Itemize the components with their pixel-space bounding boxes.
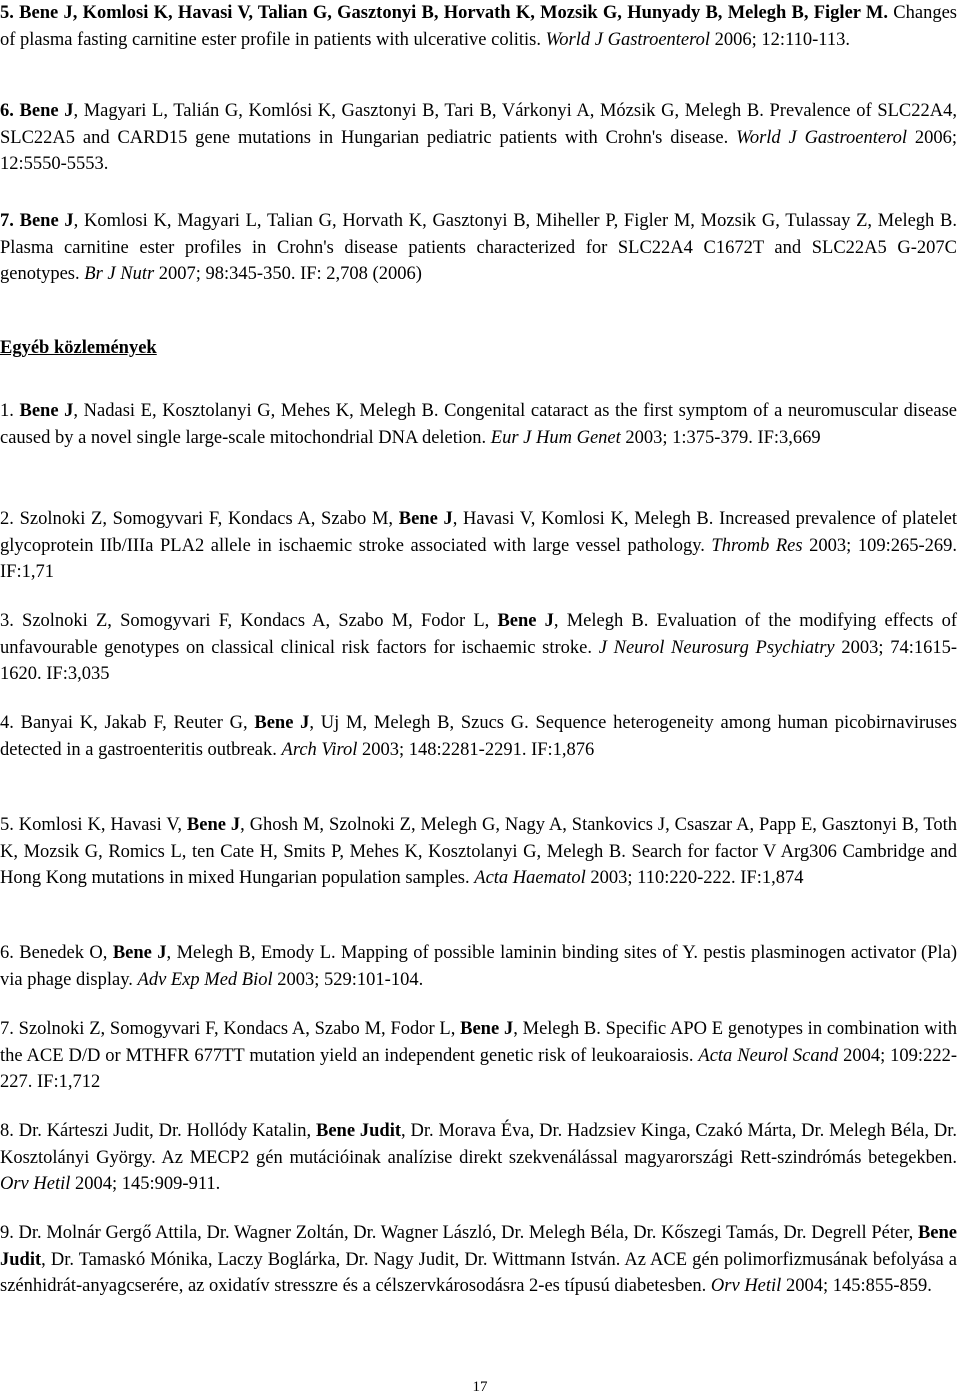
- journal-name: Eur J Hum Genet: [490, 427, 621, 448]
- citation-text: 3. Szolnoki Z, Somogyvari F, Kondacs A, Szabo M, Fodor L,: [0, 611, 498, 631]
- publication-entry: [0, 608, 957, 688]
- author-name-bold: 6.: [0, 101, 20, 121]
- publication-entry: [0, 506, 957, 586]
- publication-entry: [0, 1016, 957, 1096]
- citation-text: Plasma carnitine ester profiles in Crohn's disease patients characterized for SLC22A4 C1672T and SLC22A5 G-207C genotypes.: [0, 237, 957, 284]
- citation-text: 2004; 145:909-911.: [70, 1174, 221, 1194]
- citation-text: 2003; 110:220-222. IF:1,874: [585, 868, 804, 888]
- citation-text: 2003; 529:101-104.: [272, 969, 424, 990]
- journal-name: Acta Neurol Scand: [698, 1045, 839, 1066]
- publication-entry: [0, 1118, 957, 1198]
- citation-text: 2007; 98:345-350. IF: 2,708 (2006): [154, 264, 422, 284]
- author-name-bold: 7.: [0, 211, 20, 231]
- author-name-bold: Bene Judit: [0, 1223, 957, 1270]
- author-name-bold: Bene J: [398, 509, 453, 529]
- citation-text: 2004; 109:222-227. IF:1,712: [0, 1045, 957, 1092]
- citation-text: 6. Benedek O,: [0, 943, 113, 963]
- publication-entry: [0, 0, 957, 53]
- citation-text: 2003; 148:2281-2291. IF:1,876: [357, 739, 595, 760]
- author-name-bold: 5.: [0, 3, 20, 23]
- journal-name: J Neurol Neurosurg Psychiatry: [598, 637, 835, 658]
- publication-entry: [0, 710, 957, 763]
- publication-entry: [0, 940, 957, 993]
- author-name-bold: Bene J: [19, 101, 74, 121]
- citation-text: , Nadasi E, Kosztolanyi G, Mehes K, Melegh B. Congenital cataract as the first symptom of a neuromuscular disease caused by a novel single large-scale mitochondrial DNA deletion.: [0, 401, 957, 448]
- journal-name: Adv Exp Med Biol: [137, 969, 273, 990]
- author-name-bold: Bene Judit: [316, 1121, 402, 1141]
- journal-name: Thromb Res: [711, 535, 803, 556]
- citation-text: , Melegh B, Emody L. Mapping of possible laminin binding sites of Y. pestis plasminogen activator (Pla) via phage display.: [0, 943, 957, 990]
- author-name-bold: , Komlosi K, Havasi V, Talian G, Gasztonyi B, Horvath K, Mozsik G, Hunyady B, Melegh B, Figler M.: [72, 3, 894, 23]
- publication-entry: [0, 1220, 957, 1300]
- citation-text: , Melegh B. Specific APO E genotypes in combination with the ACE D/D or MTHFR 677TT mutation yield an independent genetic risk of leukoaraiosis.: [0, 1019, 957, 1066]
- citation-text: 8. Dr. Kárteszi Judit, Dr. Hollódy Katalin,: [0, 1121, 316, 1141]
- citation-text: 2006; 12:110-113.: [710, 29, 850, 50]
- author-name-bold: Bene J: [254, 713, 310, 733]
- citation-text: 2004; 145:855-859.: [781, 1276, 932, 1296]
- citation-text: 5. Komlosi K, Havasi V,: [0, 815, 187, 835]
- author-name-bold: Bene J: [460, 1019, 514, 1039]
- citation-text: , Magyari L, Talián G, Komlósi K, Gasztonyi B, Tari B, Várkonyi A, Mózsik G, Melegh B.: [73, 101, 770, 121]
- citation-text: , Melegh B. Evaluation of the modifying effects of unfavourable genotypes on classical clinical risk factors for ischaemic stroke.: [0, 611, 957, 658]
- citation-text: 4. Banyai K, Jakab F, Reuter G,: [0, 713, 255, 733]
- citation-text: 2003; 1:375-379. IF:3,669: [620, 427, 821, 448]
- citation-text: , Havasi V, Komlosi K, Melegh B. Increased prevalence of platelet glycoprotein IIb/IIIa PLA2 allele in ischaemic stroke associated with large vessel pathology.: [0, 509, 957, 556]
- author-name-bold: Bene J: [19, 211, 74, 231]
- author-name-bold: Bene J: [497, 611, 554, 631]
- citation-text: , Uj M, Melegh B, Szucs G. Sequence heterogeneity among human picobirnaviruses detected in a gastroenteritis outbreak.: [0, 713, 958, 760]
- publication-entry: [0, 812, 957, 892]
- citation-text: 2003; 74:1615-1620. IF:3,035: [0, 637, 957, 684]
- citation-text: , Komlosi K, Magyari L, Talian G, Horvath K, Gasztonyi B, Miheller P, Figler M, Mozsik G, Tulassay Z, Melegh B.: [73, 211, 957, 231]
- citation-text: 9. Dr. Molnár Gergő Attila, Dr. Wagner Zoltán, Dr. Wagner László, Dr. Melegh Béla, Dr. Kőszegi Tamás, Dr. Degrell Péter,: [0, 1223, 918, 1243]
- author-name-bold: Bene J: [19, 401, 74, 421]
- citation-text: , Ghosh M, Szolnoki Z, Melegh G, Nagy A, Stankovics J, Csaszar A, Papp E, Gasztonyi B, Toth K, Mozsik G, Romics L, ten Cate H, Smits P, Mehes K, Kosztolanyi G, Melegh B. Search for factor V Arg306 Cambridge and Hong Kong mutations in mixed Hungarian population samples.: [0, 815, 957, 888]
- journal-name: World J Gastroenterol: [736, 127, 908, 148]
- journal-name: Orv Hetil: [710, 1276, 782, 1296]
- journal-name: Arch Virol: [281, 739, 358, 760]
- publication-entry: [0, 208, 957, 288]
- citation-text: 2. Szolnoki Z, Somogyvari F, Kondacs A, Szabo M,: [0, 509, 399, 529]
- author-name-bold: Bene J: [19, 3, 73, 23]
- publication-entry: [0, 398, 957, 451]
- citation-text: 7. Szolnoki Z, Somogyvari F, Kondacs A, Szabo M, Fodor L,: [0, 1019, 461, 1039]
- journal-name: World J Gastroenterol: [545, 29, 711, 50]
- page-number: 17: [472, 1379, 488, 1395]
- author-name-bold: Bene J: [186, 815, 241, 835]
- citation-text: Prevalence of SLC22A4, SLC22A5 and CARD15 gene mutations in Hungarian pediatric patients with Crohn's disease.: [0, 101, 957, 148]
- journal-name: Acta Haematol: [474, 868, 586, 888]
- citation-text: Changes of plasma fasting carnitine ester profile in patients with ulcerative colitis.: [0, 3, 957, 50]
- citation-text: 2006; 12:5550-5553.: [0, 127, 957, 174]
- journal-name: Orv Hetil: [0, 1174, 71, 1194]
- citation-text: 1.: [0, 401, 20, 421]
- author-name-bold: Bene J: [112, 943, 167, 963]
- citation-text: , Dr. Tamaskó Mónika, Laczy Boglárka, Dr. Nagy Judit, Dr. Wittmann István. Az ACE gén polimorfizmusának befolyása a szénhidrát-anyagcserére, az oxidatív stresszre és a célszervkárosodásra 2-es típusú diabetesben.: [0, 1249, 957, 1296]
- section-heading: Egyéb közlemények: [0, 338, 157, 358]
- publication-entry: [0, 98, 957, 178]
- citation-text: 2003; 109:265-269. IF:1,71: [0, 535, 957, 582]
- journal-name: Br J Nutr: [84, 264, 155, 284]
- citation-text: , Dr. Morava Éva, Dr. Hadzsiev Kinga, Czakó Márta, Dr. Melegh Béla, Dr. Kosztolányi György. Az MECP2 gén mutációinak analízise direkt szekvenálással magyarországi Rett-szindrómás betegekben.: [0, 1121, 957, 1168]
